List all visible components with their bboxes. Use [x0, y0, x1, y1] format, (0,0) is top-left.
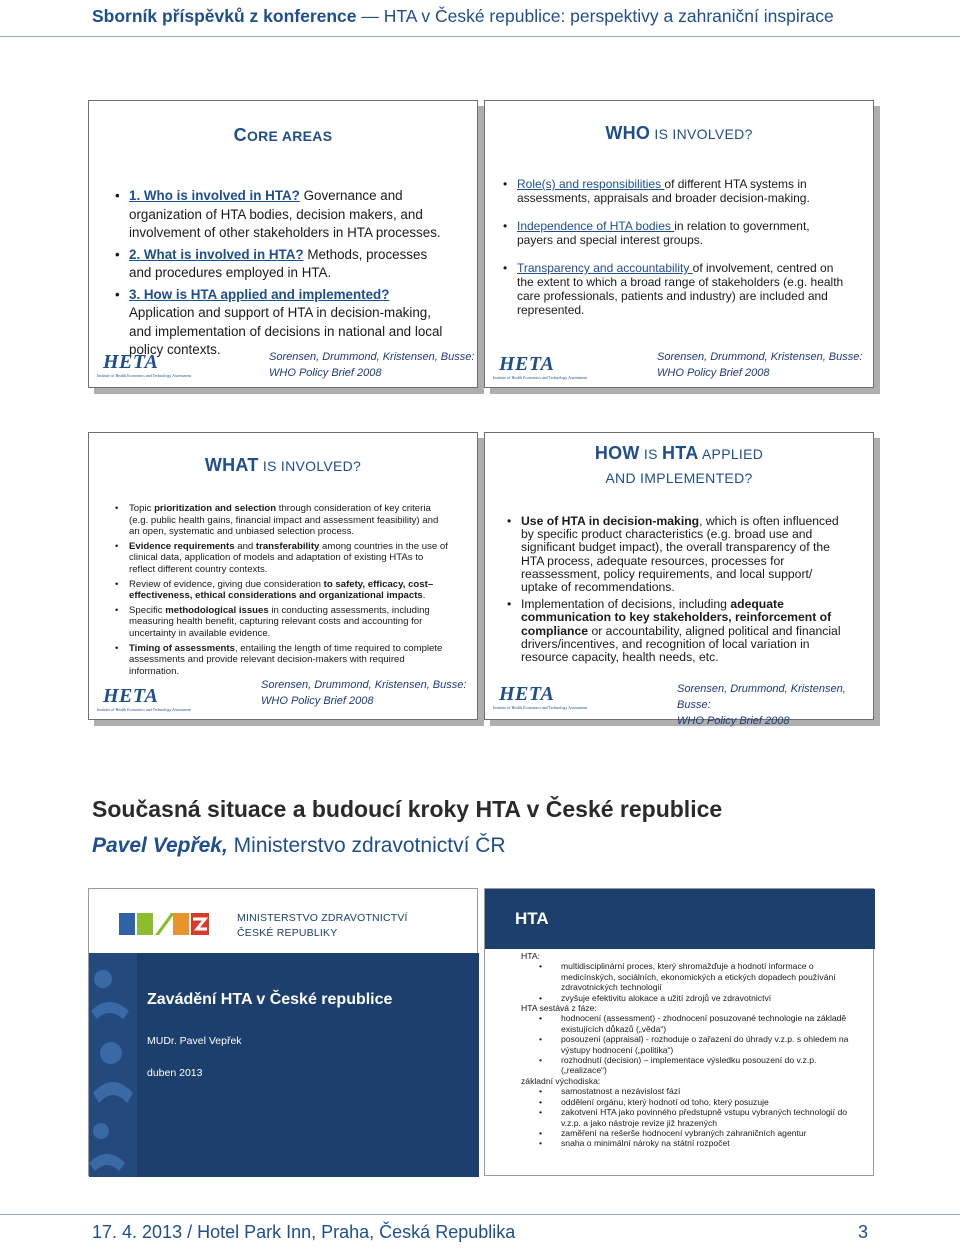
ministry-logo-icon: [119, 909, 231, 939]
list-item: • Evidence requirements and transferability among countries in the use of clinical data, application of models and adaptation of existing HTAs to reflect different country contexts.: [115, 541, 449, 576]
slide-title-zavadeni-hta: [88, 888, 478, 1176]
section-title: Současná situace a budoucí kroky HTA v České republice: [92, 796, 723, 822]
slide-title: WHO IS INVOLVED?: [605, 123, 753, 143]
footer-text: 17. 4. 2013 / Hotel Park Inn, Praha, Česká Republika: [92, 1222, 516, 1242]
page-number: 3: [858, 1222, 869, 1242]
list-item: • zvyšuje efektivitu alokace a užití zdrojů ve zdravotnictví: [539, 993, 855, 1003]
heta-logo: HETA Institute of Health Economics and Technology Assessment: [493, 683, 588, 710]
slide-how-is-hta-applied: [484, 432, 874, 727]
slide-core-areas: [88, 100, 478, 388]
heta-logo: HETA Institute of Health Economics and Technology Assessment: [97, 351, 192, 378]
list-item: • Timing of assessments, entailing the length of time required to complete assessments and provide relevant decision-makers with required information.: [115, 643, 449, 678]
list-item: • 1. Who is involved in HTA? Governance and organization of HTA bodies, decision makers, and involvement of other stakeholders in HTA processes.: [115, 187, 445, 243]
list-item: • snaha o minimální nároky na státní rozpočet: [539, 1138, 855, 1148]
hta-content: HTA: • multidisciplinární proces, který shromažďuje a hodnotí informace o medicínských, sociálních, ekonomických a etických dopadech používání zdravotnických technologií • zvyšuje efektivitu alokace a užití zdrojů ve zdravotnictví HTA sestává z fáze: • hodnocení (assessment) - zhodnocení posuzované technologie na základě existujících důkazů („věda“) • posouzení (appraisal) - rozhoduje o zařazení do úhrady v.z.p. s ohledem na výstupy hodnocení („politika“) • rozhodnutí (decision) – implementace výsledku posouzení do v.z.p. („realizace“) základní východiska: • samostatnost a nezávislost fází • oddělení orgánu, který hodnotí od toho, který posuzuje • zakotvení HTA jako povinného předstupně vstupu vybraných technologií do v.z.p. a jako nástroje revize již hrazených • zaměření na rešerše hodnocení vybraných zahraničních agentur • snaha o minimální nároky na státní rozpočet: [521, 951, 861, 1149]
list-item: • Transparency and accountability of involvement, centred on the extent to which a broad range of stakeholders (e.g. health care professionals, patients and industry) are included and represented.: [503, 261, 845, 317]
bullet-list: [539, 1086, 855, 1148]
list-item: • Independence of HTA bodies in relation to government, payers and special interest groups.: [503, 219, 845, 247]
header-rest: — HTA v České republice: perspektivy a zahraniční inspirace: [356, 6, 834, 26]
list-item: • posouzení (appraisal) - rozhoduje o zařazení do úhrady v.z.p. s ohledem na výstupy hodnocení („politika“): [539, 1034, 855, 1055]
running-header: [92, 6, 912, 30]
slide-title: HOW IS HTA APPLIED AND IMPLEMENTED?: [594, 443, 764, 486]
list-item: • samostatnost a nezávislost fází: [539, 1086, 855, 1096]
source-citation: Sorensen, Drummond, Kristensen, Busse: WHO Policy Brief 2008: [269, 351, 475, 379]
bullet-list: [115, 187, 445, 360]
list-item: • zaměření na rešerše hodnocení vybraných zahraničních agentur: [539, 1128, 855, 1138]
bullet-list: [503, 177, 845, 317]
slide-header-bar: [485, 889, 875, 949]
list-item: • 2. What is involved in HTA? Methods, processes and procedures employed in HTA.: [115, 246, 445, 283]
heta-logo: HETA Institute of Health Economics and Technology Assessment: [493, 353, 588, 380]
list-item: • zakotvení HTA jako povinného předstupně vstupu vybraných technologií do v.z.p. a jako nástroje revize již hrazených: [539, 1107, 855, 1128]
presenter-name: MUDr. Pavel Vepřek: [147, 1035, 242, 1047]
list-item: • oddělení orgánu, který hodnotí od toho, který posuzuje: [539, 1097, 855, 1107]
slide-title: WHAT IS INVOLVED?: [204, 455, 362, 475]
presentation-title: Zavádění HTA v České republice: [147, 991, 393, 1008]
author-line: [92, 834, 506, 858]
author-affiliation: Ministerstvo zdravotnictví ČR: [227, 834, 506, 857]
slide-who-is-involved: [484, 100, 874, 388]
heta-logo: HETA Institute of Health Economics and Technology Assessment: [97, 685, 192, 712]
list-item: • 3. How is HTA applied and implemented? Application and support of HTA in decision-making, and implementation of decisions in national and local policy contexts.: [115, 286, 445, 360]
list-item: • Implementation of decisions, including adequate communication to key stakeholders, reinforcement of compliance or accountability, aligned political and financial drivers/incentives, and recognition of local variation in resource capacity, health needs, etc.: [507, 598, 843, 664]
header-rule: [0, 36, 960, 37]
ministry-name: MINISTERSTVO ZDRAVOTNICTVÍ ČESKÉ REPUBLIKY: [237, 912, 408, 939]
title-panel: [89, 953, 479, 1177]
slide-title: CORE AREAS: [233, 125, 333, 145]
author-name: Pavel Vepřek,: [92, 834, 228, 857]
list-item: • multidisciplinární proces, který shromažďuje a hodnotí informace o medicínských, sociálních, ekonomických a etických dopadech používání zdravotnických technologií: [539, 961, 855, 992]
list-item: • rozhodnutí (decision) – implementace výsledku posouzení do v.z.p. („realizace“): [539, 1055, 855, 1076]
decorative-figures-icon: [89, 953, 137, 1177]
header-bold: Sborník příspěvků z konference: [92, 6, 357, 26]
source-citation: Sorensen, Drummond, Kristensen, Busse: WHO Policy Brief 2008: [677, 683, 846, 727]
list-item: • Role(s) and responsibilities of different HTA systems in assessments, appraisals and broader decision-making.: [503, 177, 845, 205]
bullet-list: [539, 1013, 855, 1075]
slide-title: HTA: [515, 909, 549, 928]
source-citation: Sorensen, Drummond, Kristensen, Busse: WHO Policy Brief 2008: [261, 679, 467, 707]
source-citation: Sorensen, Drummond, Kristensen, Busse: WHO Policy Brief 2008: [657, 351, 863, 379]
footer-rule: [0, 1214, 960, 1215]
bullet-list: [539, 961, 855, 1003]
bullet-list: [115, 503, 449, 677]
list-item: • Use of HTA in decision-making, which is often influenced by specific product characteristics (e.g. broad use and significant budget impact), the overall transparency of the HTA process, adequate resources, processes for reassessment, policy requirements, and local support/ uptake of recommendations.: [507, 515, 843, 594]
slide-what-is-involved: [88, 432, 478, 720]
presentation-date: duben 2013: [147, 1067, 203, 1079]
list-item: • hodnocení (assessment) - zhodnocení posuzované technologie na základě existujících důkazů („věda“): [539, 1013, 855, 1034]
list-item: • Specific methodological issues in conducting assessments, including measuring health benefit, capturing relevant costs and accounting for uncertainty in available evidence.: [115, 605, 449, 640]
slide-hta-definition: [484, 888, 874, 1176]
list-item: • Review of evidence, giving due consideration to safety, efficacy, cost–effectiveness, ethical considerations and organizational impacts.: [115, 579, 449, 602]
bullet-list: [507, 515, 843, 664]
list-item: • Topic prioritization and selection through consideration of key criteria (e.g. public health gains, financial impact and assessment feasibility) and an open, systematic and unbiased selection process.: [115, 503, 449, 538]
